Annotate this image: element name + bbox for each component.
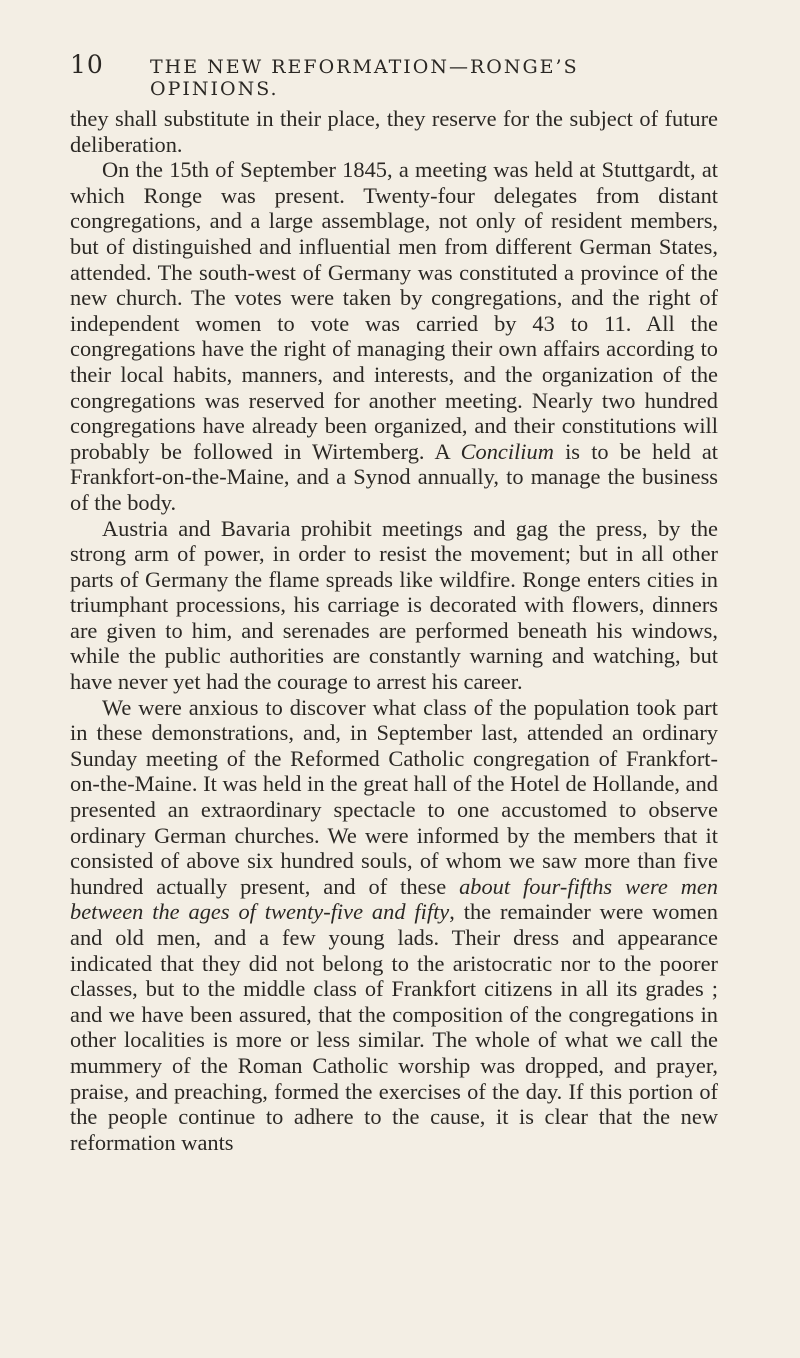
running-title: THE NEW REFORMATION—RONGE’S OPINIONS. xyxy=(150,56,579,100)
paragraph-text: is to be held at Frankfort-on-the-Maine, and a Synod annually, to manage the business of the body. xyxy=(70,438,718,515)
italic-text: about four-fifths were men between the ages of twenty-five and fifty xyxy=(70,873,718,925)
page-number: 10 xyxy=(70,50,104,79)
paragraph-text: they shall substitute in their place, they reserve for the subject of future deliberation. xyxy=(70,106,718,157)
paragraph-text: , the remainder were women and old men, and a few young lads. Their dress and appearance indicated that they did not belong to the aristocratic nor to the poorer classes, but to the middle class of Frankfort citizens in all its grades ; and we have been assured, that the composition of the congregations in other localities is more or less similar. The whole of what we call the mummery of the Roman Catholic worship was dropped, and prayer, praise, and preaching, formed the exercises of the day. If this portion of the people continue to adhere to the cause, it is clear that the new reformation wants xyxy=(70,899,719,1155)
paragraph-text: On the 15th of September 1845, a meeting was held at Stuttgardt, at which Ronge was present. Twenty-four delegates from distant congregations, and a large assemblage, not only of resident members, but of distinguished and influential men from different German States, attended. The south-west of Germany was constituted a province of the new church. The votes were taken by congregations, and the right of independent women to vote was carried by 43 to 11. All the congregations have the right of managing their own affairs according to their local habits, manners, and interests, and the organization of the congregations was reserved for another meeting. Nearly two hundred congregations have already been organized, and their constitutions will probably be followed in Wirtemberg. A xyxy=(70,157,718,464)
body-text xyxy=(70,106,718,1155)
paragraph-frankfort-congregation xyxy=(70,695,718,1156)
paragraph-continuation xyxy=(70,106,718,157)
paragraph-austria-bavaria xyxy=(70,516,718,695)
paragraph-stuttgardt-meeting xyxy=(70,157,718,515)
running-header xyxy=(70,50,710,100)
paragraph-text: We were anxious to discover what class of the population took part in these demonstrations, and, in September last, attended an ordinary Sunday meeting of the Reformed Catholic congregation of Frankfort-on-the-Maine. It was held in the great hall of the Hotel de Hollande, and presented an extraordinary spectacle to one accustomed to observe ordinary German churches. We were informed by the members that it consisted of above six hundred souls, of whom we saw more than five hundred actually present, and of these xyxy=(70,694,718,899)
paragraph-text: Austria and Bavaria prohibit meetings and gag the press, by the strong arm of power, in order to resist the movement; but in all other parts of Germany the flame spreads like wildfire. Ronge enters cities in triumphant processions, his carriage is decorated with flowers, dinners are given to him, and serenades are performed beneath his windows, while the public authorities are constantly warning and watching, but have never yet had the courage to arrest his career. xyxy=(70,515,718,695)
italic-text: Concilium xyxy=(460,438,554,464)
